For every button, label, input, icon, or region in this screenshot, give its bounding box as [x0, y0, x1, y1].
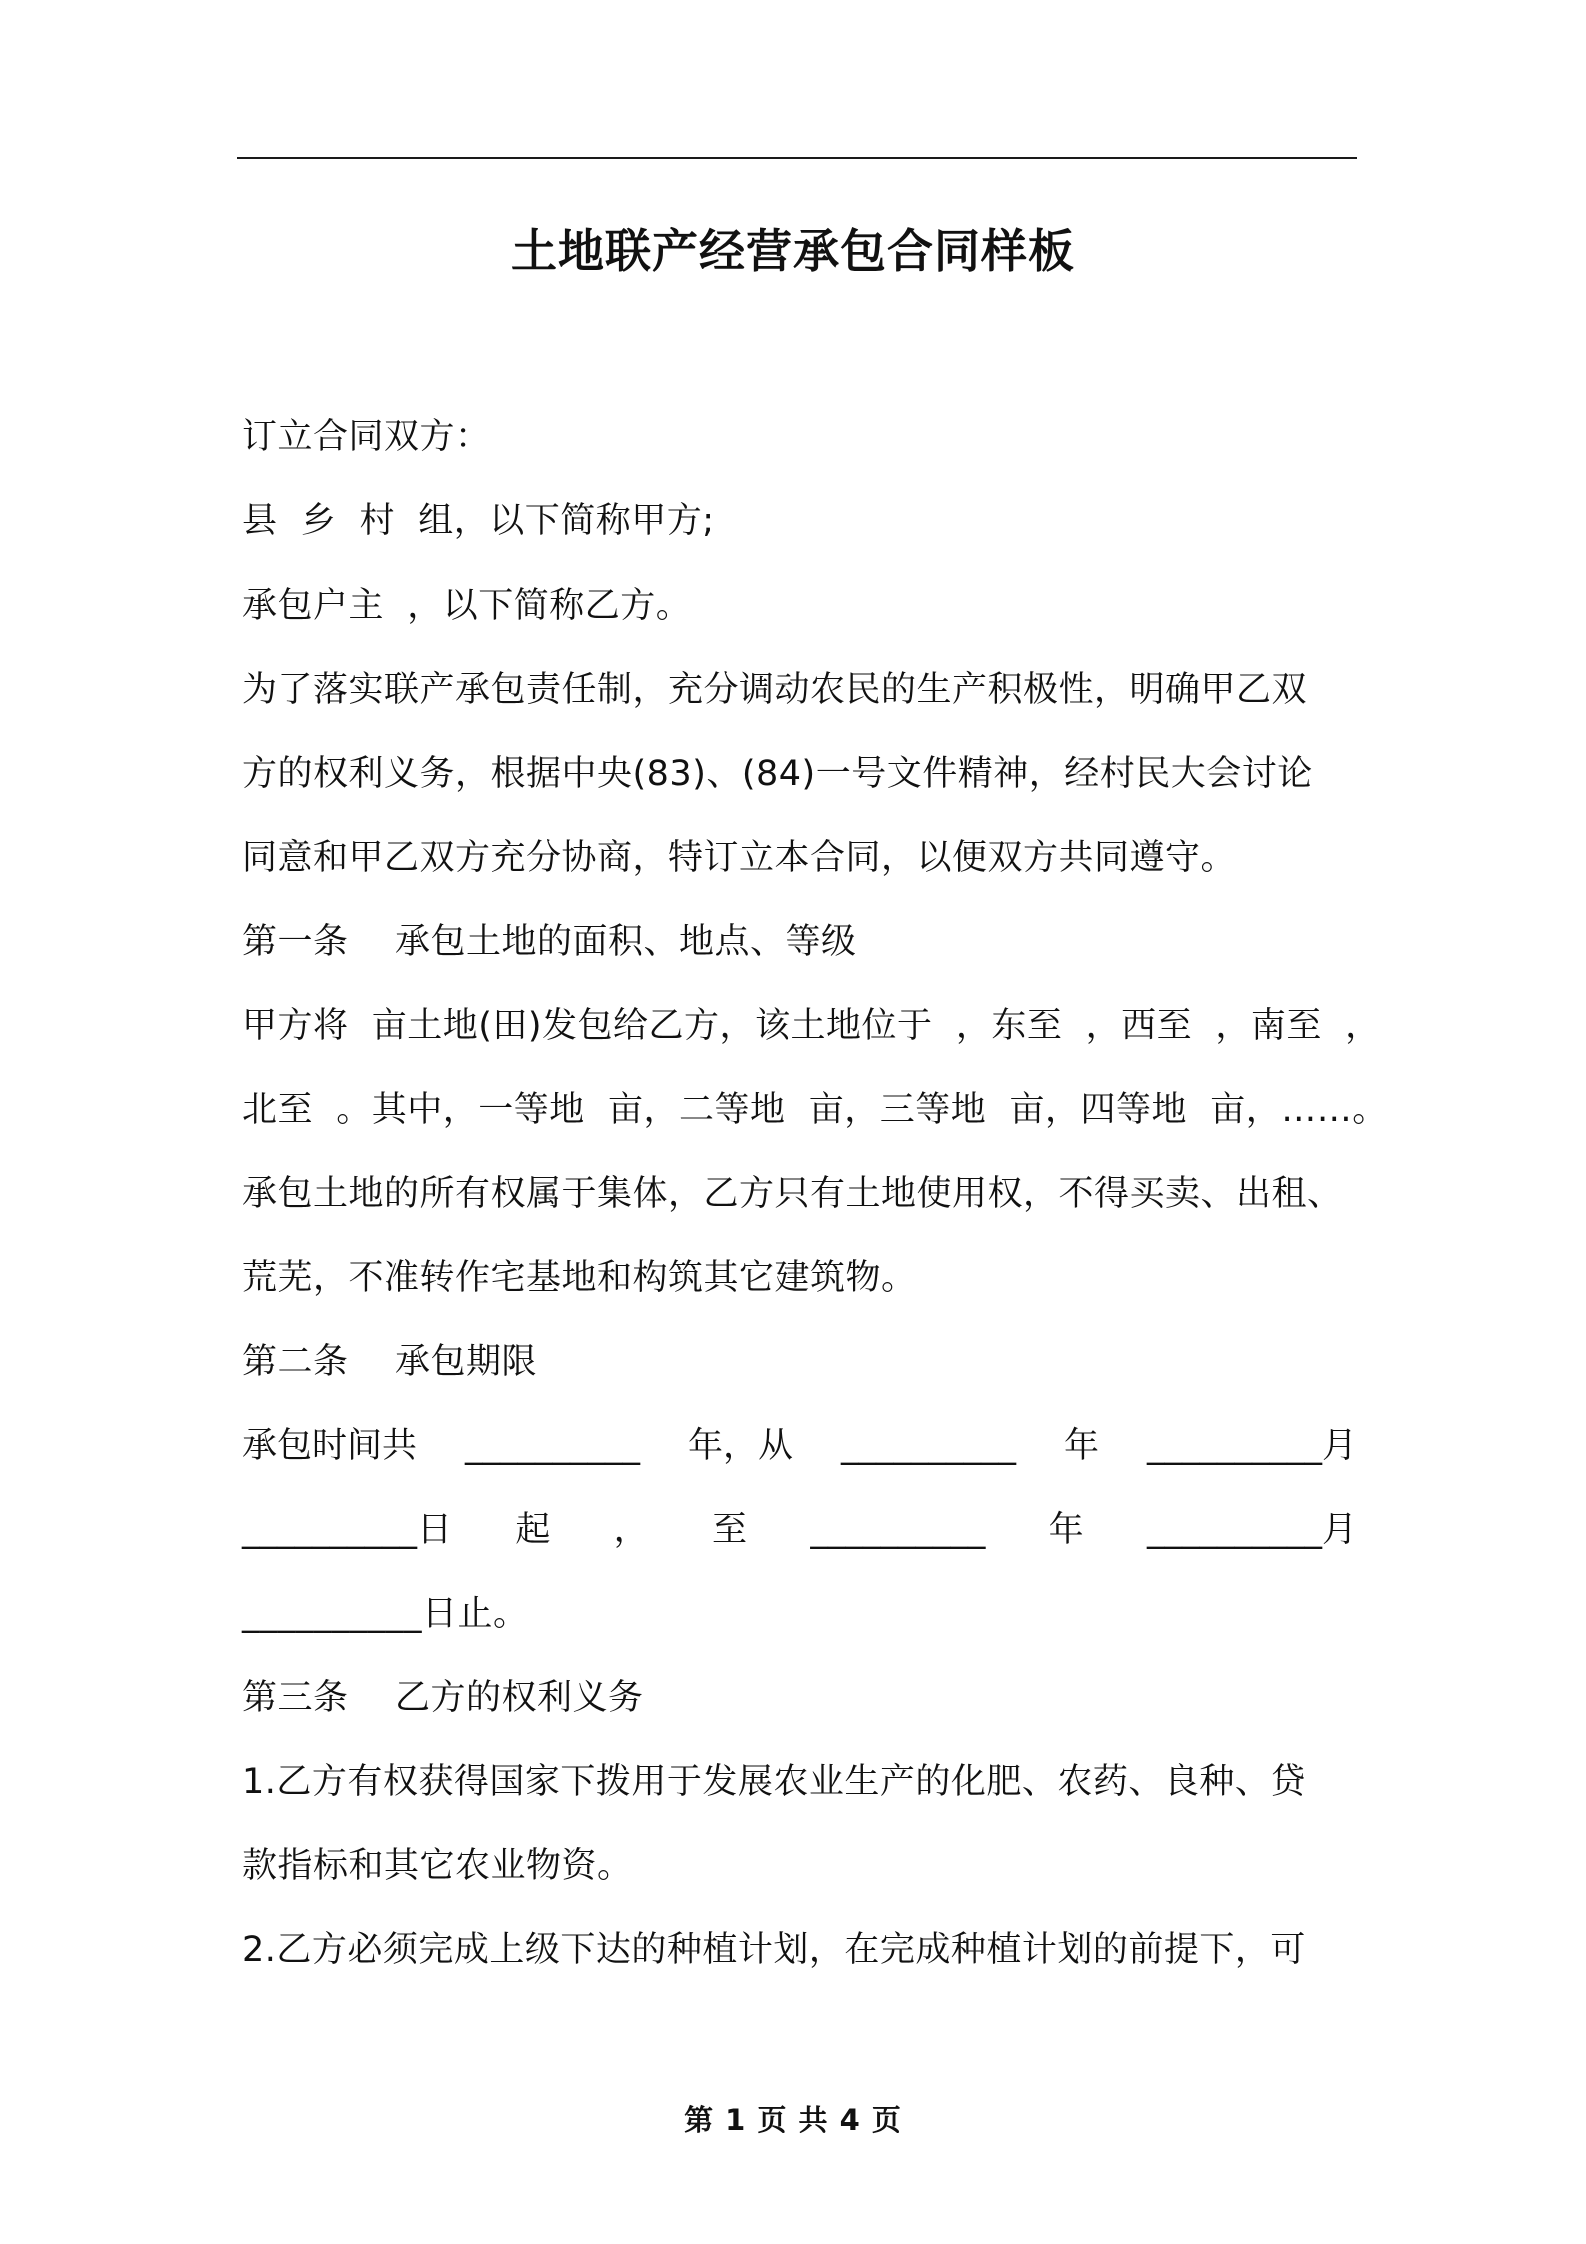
paragraph-line: 2.乙方必须完成上级下达的种植计划，在完成种植计划的前提下，可	[242, 1930, 1306, 1970]
section-heading: 第二条 承包期限	[242, 1342, 538, 1382]
blank-field: __________	[465, 1426, 640, 1466]
section-heading: 第一条 承包土地的面积、地点、等级	[242, 922, 857, 962]
term-text: 起	[515, 1510, 551, 1550]
term-text: 至	[711, 1510, 747, 1550]
paragraph-line: 承包土地的所有权属于集体，乙方只有土地使用权，不得买卖、出租、	[242, 1174, 1343, 1214]
paragraph-line: 承包户主 ，以下简称乙方。	[242, 586, 692, 626]
term-text: 年	[1048, 1510, 1084, 1550]
term-row-2	[242, 1507, 1357, 1553]
term-text: 年	[1063, 1426, 1099, 1466]
paragraph-line: 甲方将 亩土地(田)发包给乙方，该土地位于 ，东至 ，西至 ，南至 ，	[242, 1006, 1381, 1046]
paragraph-line: 荒芜，不准转作宅基地和构筑其它建筑物。	[242, 1258, 917, 1298]
term-text: 年，从	[687, 1426, 793, 1466]
paragraph-line: 北至 。其中，一等地 亩，二等地 亩，三等地 亩，四等地 亩，……。	[242, 1090, 1388, 1130]
blank-field: __________日	[242, 1510, 453, 1550]
term-row-1	[242, 1423, 1357, 1469]
term-text: 承包时间共	[242, 1426, 418, 1466]
section-heading: 第三条 乙方的权利义务	[242, 1678, 644, 1718]
paragraph-line: 款指标和其它农业物资。	[242, 1846, 633, 1886]
page-number: 第 1 页 共 4 页	[684, 2103, 902, 2137]
paragraph-line: 县 乡 村 组，以下简称甲方;	[242, 501, 715, 541]
paragraph-line: 方的权利义务，根据中央(83)、(84)一号文件精神，经村民大会讨论	[242, 754, 1313, 794]
blank-field: __________月	[1146, 1510, 1357, 1550]
blank-field: __________	[810, 1510, 986, 1550]
term-text: ，	[613, 1510, 649, 1550]
paragraph-line: 为了落实联产承包责任制，充分调动农民的生产积极性，明确甲乙双	[242, 670, 1308, 710]
blank-field: __________月	[1146, 1426, 1357, 1466]
paragraph-line: 1.乙方有权获得国家下拨用于发展农业生产的化肥、农药、良种、贷	[242, 1762, 1306, 1802]
header-rule	[237, 157, 1357, 159]
document-title: 土地联产经营承包合同样板	[511, 224, 1075, 278]
paragraph-line: 同意和甲乙双方充分协商，特订立本合同，以便双方共同遵守。	[242, 838, 1237, 878]
blank-field: __________	[840, 1426, 1016, 1466]
paragraph-line: 订立合同双方：	[242, 417, 491, 457]
term-row-3: __________日止。	[242, 1594, 529, 1634]
